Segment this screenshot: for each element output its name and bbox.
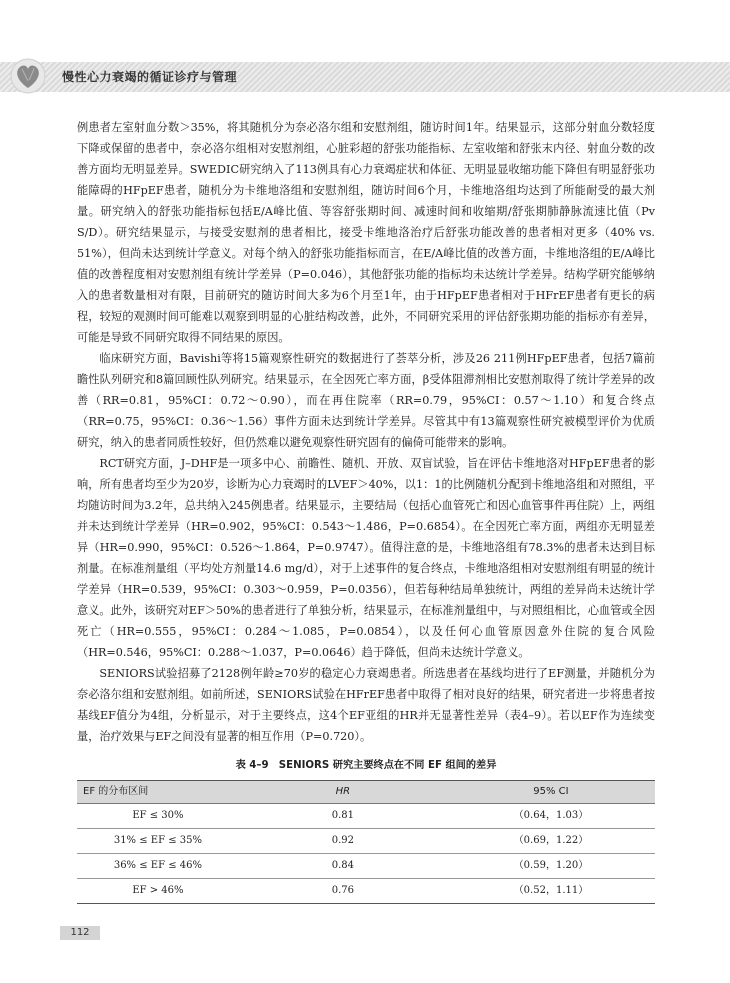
cell-ef-range: EF > 46%	[77, 879, 239, 904]
paragraph: RCT研究方面，J–DHF是一项多中心、前瞻性、随机、开放、双盲试验，旨在评估卡维地洛对HFpEF患者的影响，所有患者均至少为20岁，诊断为心力衰竭时的LVEF＞40%，以1：1的比例随机分配到卡维地洛组和对照组，平均随访时间为3.2年，总共纳入245例患者。结果显示，主要结局（包括心血管死亡和因心血管事件再住院）上，两组并未达到统计学差异（HR=0.902，95%CI：0.543～1.486，P=0.6854）。在全因死亡率方面，两组亦无明显差异（HR=0.990，95%CI：0.526～1.864，P=0.9747）。值得注意的是，卡维地洛组有78.3%的患者未达到目标剂量。在标准剂量组（平均处方剂量14.6 mg/d），对于上述事件的复合终点，卡维地洛组相对安慰剂组有明显的统计学差异（HR=0.539，95%CI：0.303～0.959，P=0.0356），但若每种结局单独统计，两组的差异尚未达统计学意义。此外，该研究对EF＞50%的患者进行了单独分析，结果显示，在标准剂量组中，与对照组相比，心血管或全因死亡（HR=0.555，95%CI：0.284～1.085，P=0.0854），以及任何心血管原因意外住院的复合风险（HR=0.546，95%CI：0.288～1.037，P=0.0646）趋于降低，但尚未达统计学意义。	[77, 457, 655, 659]
column-header-ci: 95% CI	[447, 781, 655, 804]
cell-ef-range: 36% ≤ EF ≤ 46%	[77, 854, 239, 879]
cell-hr: 0.92	[239, 829, 447, 854]
cell-ef-range: EF ≤ 30%	[77, 804, 239, 829]
table-header-row	[77, 781, 655, 804]
cell-hr: 0.76	[239, 879, 447, 904]
running-header-title: 慢性心力衰竭的循证诊疗与管理	[62, 70, 238, 84]
page-content	[77, 117, 655, 904]
column-header-ef-range: EF 的分布区间	[77, 781, 239, 804]
table-row	[77, 879, 655, 904]
cell-ci: （0.52，1.11）	[447, 879, 655, 904]
table-row	[77, 804, 655, 829]
cell-hr: 0.84	[239, 854, 447, 879]
cell-ef-range: 31% ≤ EF ≤ 35%	[77, 829, 239, 854]
cell-ci: （0.69，1.22）	[447, 829, 655, 854]
paragraph: SENIORS试验招募了2128例年龄≥70岁的稳定心力衰竭患者。所选患者在基线均进行了EF测量，并随机分为奈必洛尔组和安慰剂组。如前所述，SENIORS试验在HFrEF患者中取得了相对良好的结果，研究者进一步将患者按基线EF值分为4组，分析显示，对于主要终点，这4个EF亚组的HR并无显著性差异（表4–9）。若以EF作为连续变量，治疗效果与EF之间没有显著的相互作用（P=0.720）。	[77, 667, 655, 743]
table-row	[77, 829, 655, 854]
heart-logo-icon	[6, 55, 54, 95]
cell-hr: 0.81	[239, 804, 447, 829]
paragraph: 例患者左室射血分数＞35%，将其随机分为奈必洛尔组和安慰剂组，随访时间1年。结果显示，这部分射血分数轻度下降或保留的患者中，奈必洛尔组相对安慰剂组，心脏彩超的舒张功能指标、左室收缩和舒张末内径、射血分数的改善方面均无明显差异。SWEDIC研究纳入了113例具有心力衰竭症状和体征、无明显显收缩功能下降但有明显舒张功能障碍的HFpEF患者，随机分为卡维地洛组和安慰剂组，随访时间6个月，卡维地洛组均达到了所能耐受的最大剂量。研究纳入的舒张功能指标包括E/A峰比值、等容舒张期时间、减速时间和收缩期/舒张期肺静脉流速比值（Pv S/D）。研究结果显示，与接受安慰剂的患者相比，接受卡维地洛治疗后舒张功能改善的患者相对更多（40% vs. 51%），但尚未达到统计学意义。对每个纳入的舒张功能指标而言，在E/A峰比值的改善方面，卡维地洛组的E/A峰比值的改善程度相对安慰剂组有统计学差异（P=0.046），其他舒张功能的指标均未达统计学差异。结构学研究能够纳入的患者数量相对有限，目前研究的随访时间大多为6个月至1年，由于HFpEF患者相对于HFrEF患者有更长的病程，较短的观测时间可能难以观察到明显的心脏结构改善，此外，不同研究采用的评估舒张期功能的指标亦有差异，可能是导致不同研究取得不同结果的原因。	[77, 121, 655, 344]
paragraph: 临床研究方面，Bavishi等将15篇观察性研究的数据进行了荟萃分析，涉及26 211例HFpEF患者，包括7篇前瞻性队列研究和8篇回顾性队列研究。结果显示，在全因死亡率方面，β受体阻滞剂相比安慰剂取得了统计学差异的改善（RR=0.81，95%CI：0.72～0.90），而在再住院率（RR=0.79，95%CI：0.57～1.10）和复合终点（RR=0.75，95%CI：0.36～1.56）事件方面未达到统计学差异。尽管其中有13篇观察性研究被模型评价为优质研究，纳入的患者同质性较好，但仍然难以避免观察性研究固有的偏倚可能带来的影响。	[77, 352, 655, 449]
table-row	[77, 854, 655, 879]
results-table	[77, 780, 655, 904]
table-caption: 表 4–9 SENIORS 研究主要终点在不同 EF 组间的差异	[235, 760, 497, 771]
cell-ci: （0.59，1.20）	[447, 854, 655, 879]
column-header-hr: HR	[239, 781, 447, 804]
cell-ci: （0.64，1.03）	[447, 804, 655, 829]
page-number: 112	[60, 926, 100, 940]
